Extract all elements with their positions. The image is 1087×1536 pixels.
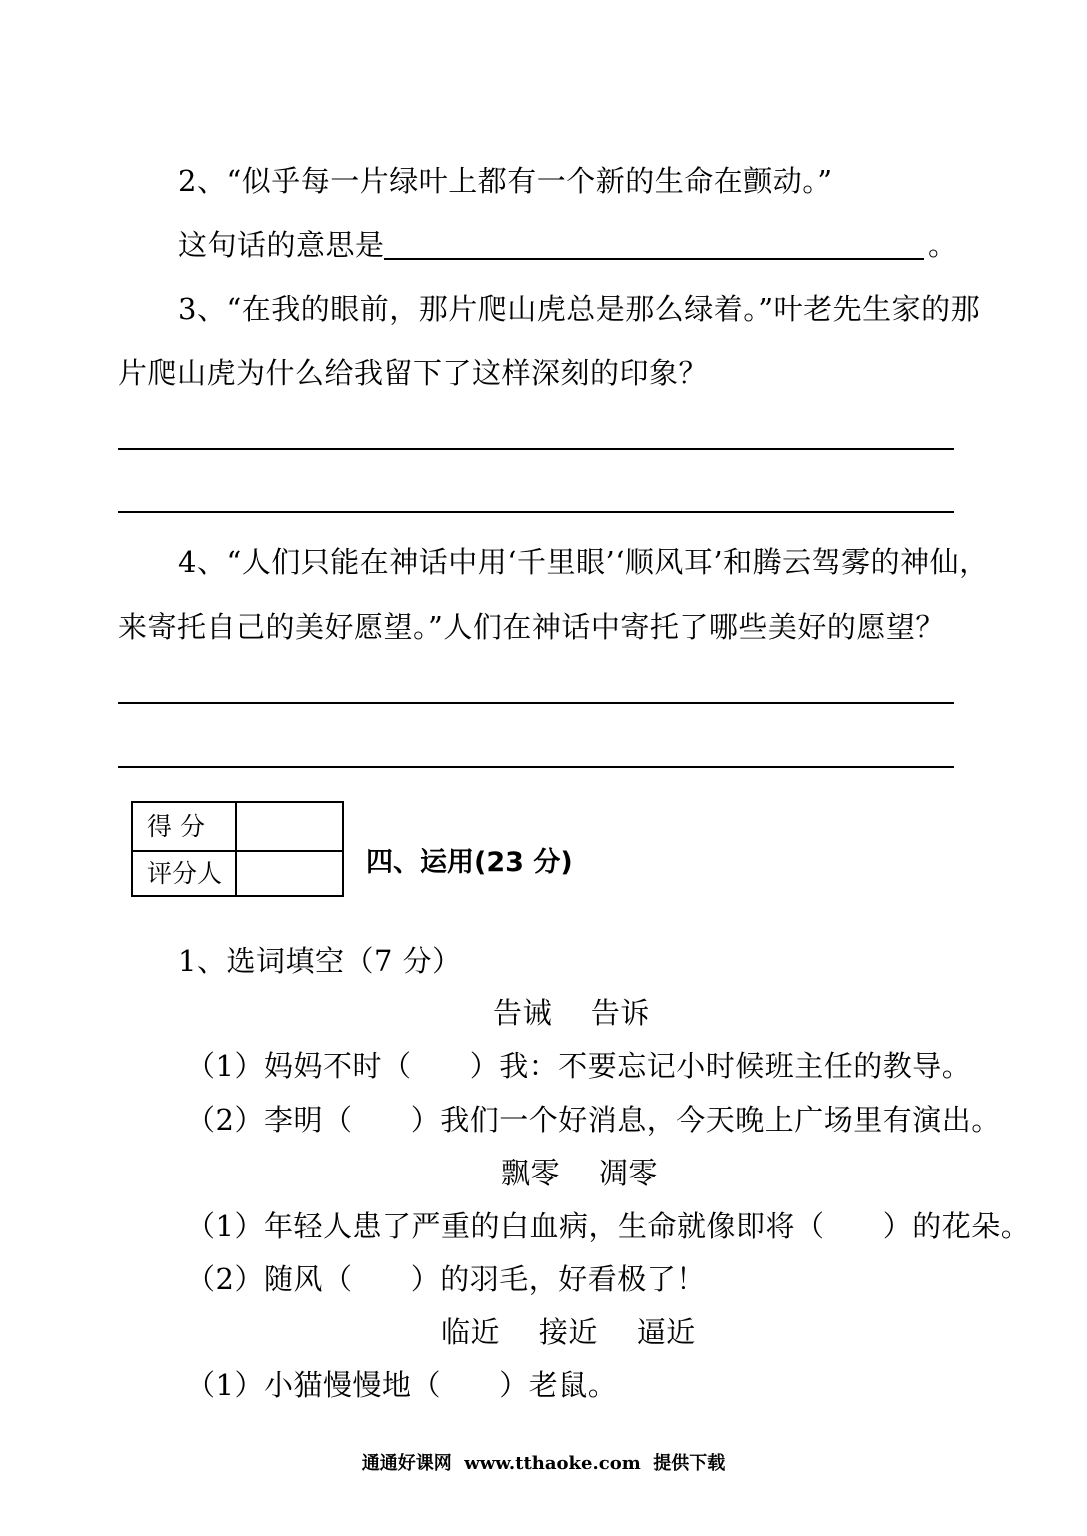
group2-item-1: （1）年轻人患了严重的白血病，生命就像即将（ ）的花朵。 [186,1209,1031,1243]
q3-answer-line-2[interactable] [118,511,954,513]
word-choice-group-2: 飘零 凋零 [501,1156,658,1190]
score-box [131,801,344,897]
score-label: 得 分 [133,803,237,850]
footer-source: 通通好课网 www.tthaoke.com 提供下载 [361,1453,726,1474]
q3-line2: 片爬山虎为什么给我留下了这样深刻的印象？ [118,356,709,390]
q2-answer-blank[interactable] [384,258,924,260]
group3-item-1: （1）小猫慢慢地（ ）老鼠。 [186,1368,618,1402]
grader-label: 评分人 [133,850,237,897]
q4-answer-line-1[interactable] [118,702,954,704]
q4-answer-line-2[interactable] [118,766,954,768]
word-choice-group-3: 临近 接近 逼近 [441,1315,696,1349]
group1-item-2: （2）李明（ ）我们一个好消息，今天晚上广场里有演出。 [186,1103,1001,1137]
score-value-cell[interactable] [237,803,342,850]
grader-row [133,850,342,897]
group2-item-2: （2）随风（ ）的羽毛，好看极了！ [186,1262,706,1296]
q3-line1: 3、“在我的眼前，那片爬山虎总是那么绿着。”叶老先生家的那 [178,292,981,326]
word-choice-group-1: 告诫 告诉 [493,996,650,1030]
q2-line1: 2、“似乎每一片绿叶上都有一个新的生命在颤动。” [178,164,833,198]
group1-item-1: （1）妈妈不时（ ）我：不要忘记小时候班主任的教导。 [186,1049,972,1083]
q2-prompt: 这句话的意思是 [178,228,385,262]
grader-value-cell[interactable] [237,850,342,897]
q3-answer-line-1[interactable] [118,448,954,450]
score-row [133,803,342,852]
q4-line2: 来寄托自己的美好愿望。”人们在神话中寄托了哪些美好的愿望？ [118,610,945,644]
task1-title: 1、选词填空（7 分） [178,944,462,978]
q2-end-mark: 。 [928,228,958,262]
q4-line1: 4、“人们只能在神话中用‘千里眼’‘顺风耳’和腾云驾雾的神仙， [178,545,989,579]
section-4-title: 四、运用(23 分) [366,847,573,878]
